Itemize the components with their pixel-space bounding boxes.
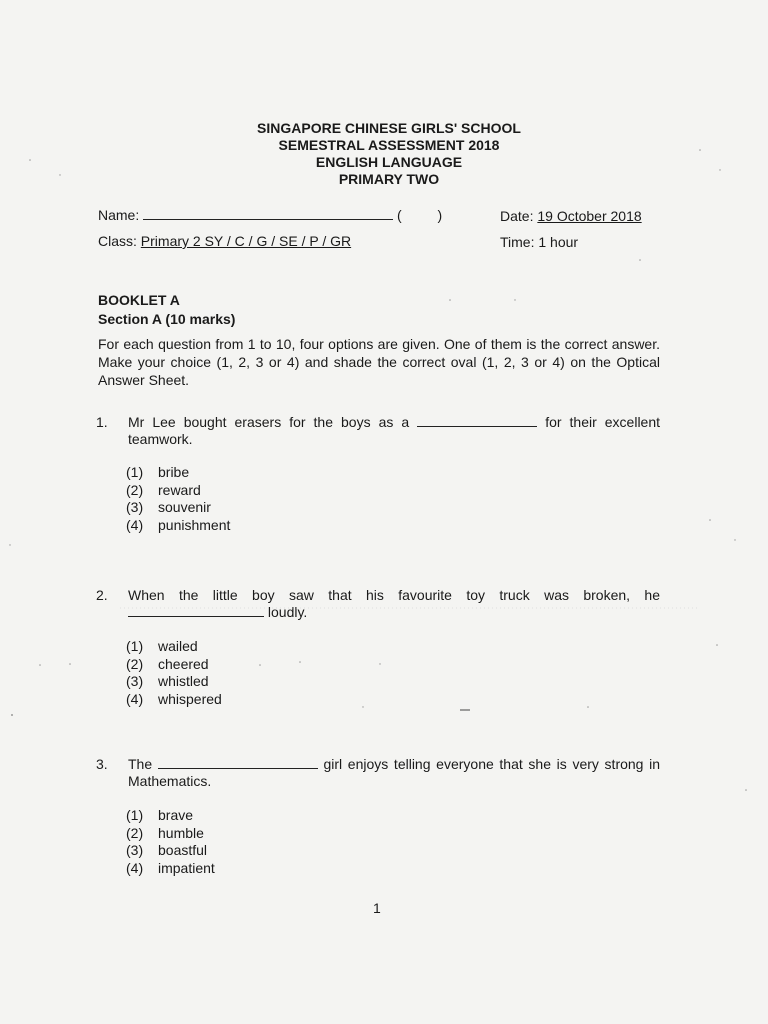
answer-blank <box>128 604 264 617</box>
level-title: PRIMARY TWO <box>338 171 440 187</box>
answer-blank <box>417 414 537 427</box>
question-text <box>128 414 660 448</box>
time-value: 1 hour <box>538 234 579 250</box>
option: (3) whistled <box>126 673 209 689</box>
school-name: SINGAPORE CHINESE GIRLS' SCHOOL <box>257 120 521 136</box>
question-text-before: Mr Lee bought erasers for the boys as a <box>128 414 410 430</box>
paren-close: ) <box>437 207 443 223</box>
options-list <box>126 464 230 534</box>
question-text-before: When the little boy saw that his favourite toy truck was broken, he <box>128 587 660 603</box>
name-label: Name: <box>98 207 140 223</box>
question-text-after: for their excellent teamwork. <box>128 414 661 447</box>
name-row <box>98 207 442 223</box>
question-text <box>128 756 660 790</box>
class-label: Class: <box>98 233 137 249</box>
question-text-after: loudly. <box>267 604 308 620</box>
date-value: 19 October 2018 <box>537 208 642 224</box>
section-title: Section A (10 marks) <box>98 311 236 327</box>
question-text <box>128 587 660 621</box>
option: (3) souvenir <box>126 499 211 515</box>
option: (2) humble <box>126 824 204 841</box>
page-number: 1 <box>373 900 381 916</box>
name-blank <box>143 207 393 220</box>
options-list <box>126 807 215 877</box>
time-row <box>500 234 578 250</box>
assessment-title: SEMESTRAL ASSESSMENT 2018 <box>278 137 500 153</box>
paren-open: ( <box>397 207 402 223</box>
question-number: 2. <box>96 587 108 603</box>
option: (4) punishment <box>126 516 231 533</box>
option: (2) cheered <box>126 655 209 672</box>
question-text-before: The <box>128 756 153 772</box>
options-list <box>126 638 222 708</box>
question-number: 3. <box>96 756 108 772</box>
instructions: For each question from 1 to 10, four options are given. One of them is the correct answer. Make your choice (1, 2, 3 or 4) and shade the correct oval (1, 2, 3 or 4) on the Optical Answer Sheet. <box>98 336 660 388</box>
answer-blank <box>158 756 318 769</box>
class-row <box>98 233 351 249</box>
option: (2) reward <box>126 481 201 498</box>
booklet-title: BOOKLET A <box>98 292 180 308</box>
date-label: Date: <box>500 208 534 224</box>
option: (1) bribe <box>126 464 190 480</box>
question-text-after: girl enjoys telling everyone that she is very strong in Mathematics. <box>128 756 661 789</box>
exam-header <box>0 120 768 188</box>
class-value: Primary 2 SY / C / G / SE / P / GR <box>140 233 352 249</box>
option: (1) wailed <box>126 638 198 654</box>
question-number: 1. <box>96 414 108 430</box>
option: (1) brave <box>126 807 194 823</box>
date-row <box>500 208 642 224</box>
subject-title: ENGLISH LANGUAGE <box>315 154 463 170</box>
option: (4) whispered <box>126 690 222 707</box>
time-label: Time: <box>500 234 535 250</box>
option: (3) boastful <box>126 842 208 858</box>
option: (4) impatient <box>126 859 215 876</box>
